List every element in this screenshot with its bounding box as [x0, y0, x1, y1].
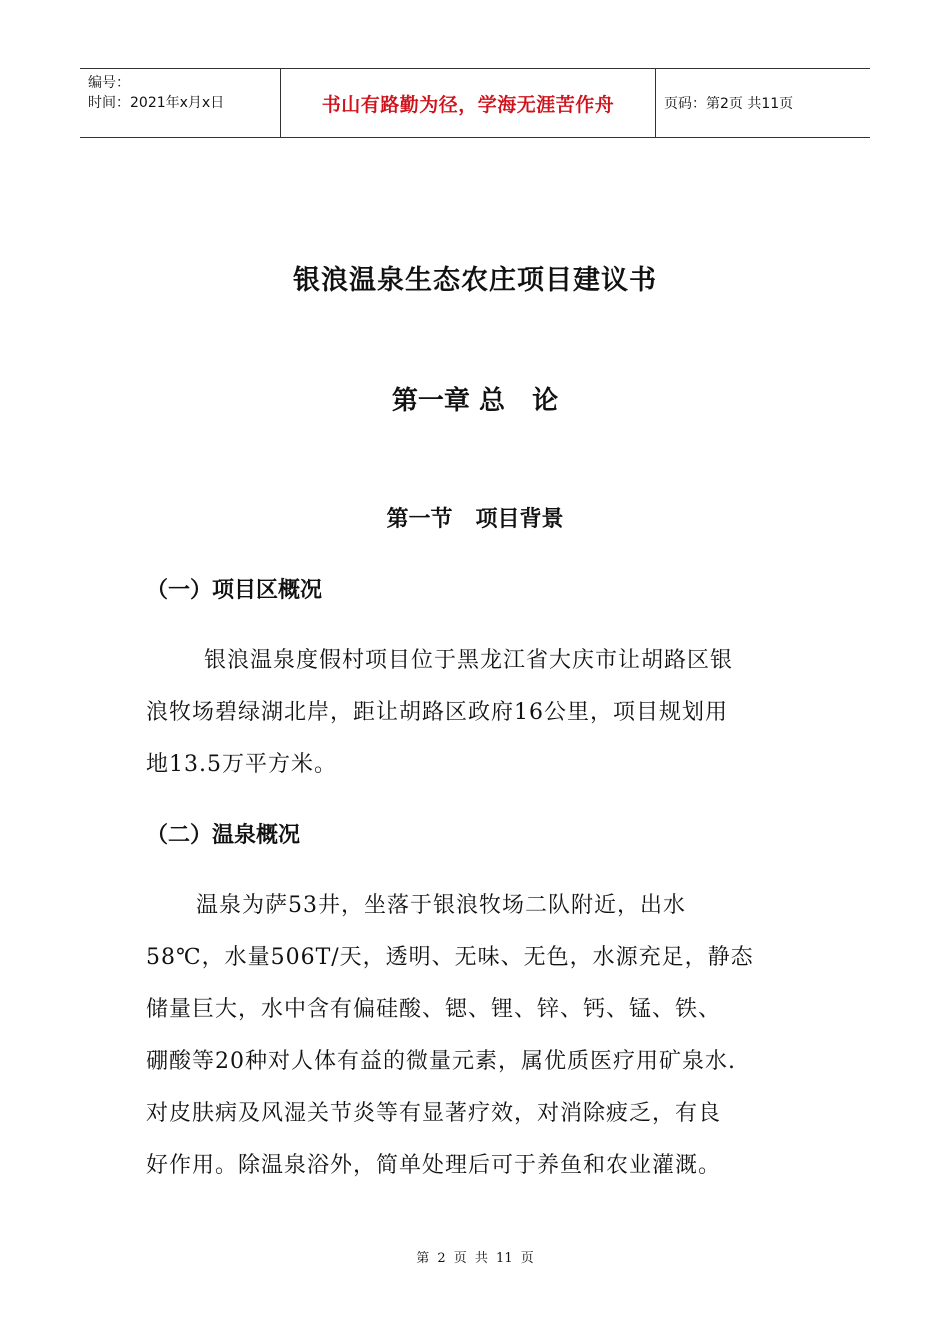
paragraph-line: 58℃，水量506T/天，透明、无味、无色，水源充足，静态: [146, 945, 754, 970]
chapter-heading: 第一章 总 论: [391, 386, 559, 416]
page-footer: 第 2 页 共 11 页: [416, 1251, 534, 1266]
paragraph-line: 地13.5万平方米。: [146, 752, 337, 777]
header-page-cell: [656, 69, 870, 137]
paragraph-line: 银浪温泉度假村项目位于黑龙江省大庆市让胡路区银: [204, 648, 734, 673]
paragraph-line: 硼酸等20种对人体有益的微量元素，属优质医疗用矿泉水.: [146, 1049, 736, 1074]
header-meta-cell: [80, 69, 281, 137]
paragraph-line: 温泉为萨53井，坐落于银浪牧场二队附近，出水: [196, 893, 686, 918]
paragraph-line: 好作用。除温泉浴外，简单处理后可于养鱼和农业灌溉。: [146, 1153, 722, 1178]
section-heading: 第一节 项目背景: [386, 507, 564, 532]
paragraph-line: 储量巨大，水中含有偏硅酸、锶、锂、锌、钙、锰、铁、: [146, 997, 722, 1022]
paragraph-line: 对皮肤病及风湿关节炎等有显著疗效，对消除疲乏，有良: [146, 1101, 722, 1126]
paragraph-hotspring: [146, 880, 811, 1192]
code-label: 编号：: [88, 75, 130, 91]
subsection-heading-hotspring: （二）温泉概况: [146, 823, 301, 848]
date-label: 时间：2021年x月x日: [88, 95, 225, 111]
paragraph-line: 浪牧场碧绿湖北岸，距让胡路区政府16公里，项目规划用: [146, 700, 728, 725]
document-title: 银浪温泉生态农庄项目建议书: [293, 265, 657, 296]
page-info: 页码：第2页 共11页: [664, 96, 794, 112]
subsection-heading-overview: （一）项目区概况: [146, 578, 323, 603]
paragraph-project-overview: [146, 635, 811, 791]
motto-text: 书山有路勤为径，学海无涯苦作舟: [321, 93, 615, 116]
header-motto-cell: [281, 69, 656, 137]
page-header: [80, 68, 870, 138]
